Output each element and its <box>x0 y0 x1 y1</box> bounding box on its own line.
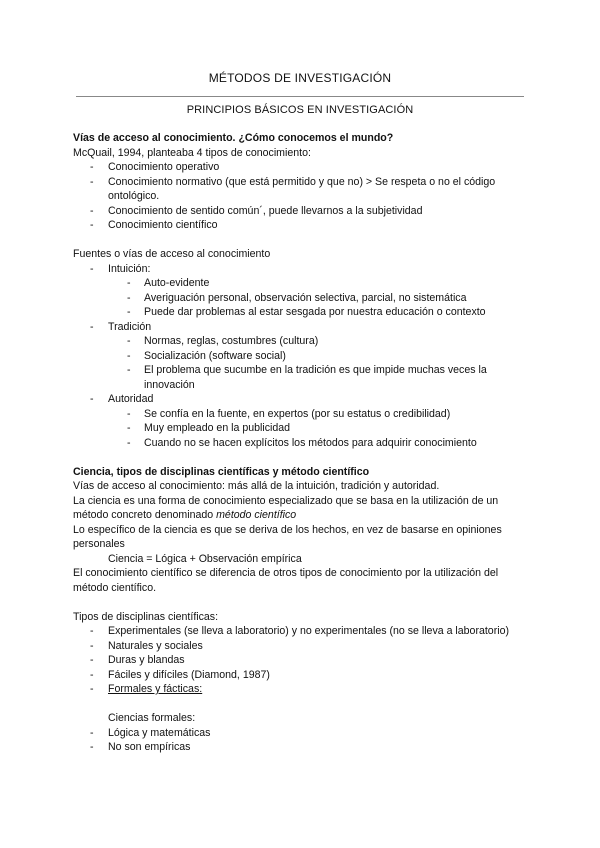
paragraph: El conocimiento científico se diferencia de otros tipos de conocimiento por la utilización del método científico. <box>73 567 499 594</box>
list-item <box>73 668 528 683</box>
bullet-dash: - <box>127 306 131 318</box>
sub-list-item <box>73 436 528 451</box>
sub-list-item <box>73 421 528 436</box>
bullet-dash: - <box>127 335 131 347</box>
paragraph: Tipos de disciplinas científicas: <box>73 610 219 623</box>
sub-list-item <box>73 291 528 306</box>
list-item-text: Tradición <box>108 320 152 333</box>
document-subtitle: PRINCIPIOS BÁSICOS EN INVESTIGACIÓN <box>186 104 414 116</box>
bullet-dash: - <box>90 204 94 217</box>
list-item <box>73 740 528 755</box>
bullet-dash: - <box>90 639 94 652</box>
sub-list-item <box>73 334 528 349</box>
list-item-text: Puede dar problemas al estar sesgada por nuestra educación o contexto <box>144 306 486 318</box>
list-item-text: Lógica y matemáticas <box>108 726 211 739</box>
bullet-dash: - <box>127 407 131 420</box>
title-divider <box>76 96 524 97</box>
list-item-text: Normas, reglas, costumbres (cultura) <box>144 335 319 347</box>
sub-list-item <box>73 407 528 422</box>
equation: Ciencia = Lógica + Observación empírica <box>108 552 302 565</box>
bullet-dash: - <box>90 320 94 333</box>
list-item-text: Socialización (software social) <box>144 349 286 362</box>
list-item-text: Intuición: <box>108 262 151 275</box>
bullet-dash: - <box>90 262 94 275</box>
bullet-dash: - <box>90 668 94 681</box>
emphasis-text: método científico <box>216 509 297 521</box>
list-item <box>73 682 528 697</box>
bullet-dash: - <box>90 175 94 188</box>
list-item-text: No son empíricas <box>108 741 191 753</box>
bullet-dash: - <box>90 726 94 739</box>
list-item-text: Autoridad <box>108 393 154 405</box>
list-item-text: Conocimiento operativo <box>108 161 220 173</box>
paragraph: Lo específico de la ciencia es que se deriva de los hechos, en vez de basarse en opiniones personales <box>73 523 502 550</box>
bullet-dash: - <box>127 277 131 289</box>
list-item-text: Duras y blandas <box>108 654 185 666</box>
spacer <box>73 233 528 248</box>
list-item-text: Conocimiento de sentido común´, puede llevarnos a la subjetividad <box>108 204 423 217</box>
list-item-text: Conocimiento científico <box>108 219 218 231</box>
spacer <box>73 450 528 465</box>
list-item <box>73 624 528 639</box>
paragraph-text: La ciencia es una forma de conocimiento especializado que se basa en la utilización de un método concreto denominado <box>73 494 499 521</box>
paragraph: Fuentes o vías de acceso al conocimiento <box>73 248 271 260</box>
list-item <box>73 726 528 741</box>
list-item <box>73 160 528 175</box>
list-item-text: Naturales y sociales <box>108 639 203 652</box>
bullet-dash: - <box>127 422 131 434</box>
list-item-text: Experimentales (se lleva a laboratorio) y no experimentales (no se lleva a laboratorio) <box>108 625 509 637</box>
list-item <box>73 218 528 233</box>
bullet-dash: - <box>127 436 131 449</box>
sub-list-item <box>73 305 528 320</box>
spacer <box>73 595 528 610</box>
list-item-text: Muy empleado en la publicidad <box>144 422 291 434</box>
list-item-text: Conocimiento normativo (que está permitido y que no) > Se respeta o no el código ontológico. <box>108 175 496 202</box>
list-item-text: El problema que sucumbe en la tradición es que impide muchas veces la innovación <box>144 364 487 391</box>
bullet-dash: - <box>90 741 94 753</box>
bullet-dash: - <box>127 349 131 362</box>
sub-list-item <box>73 276 528 291</box>
list-item <box>73 175 528 204</box>
sub-list-item <box>73 349 528 364</box>
document-body <box>73 131 528 755</box>
sub-list-item <box>73 363 528 392</box>
bullet-dash: - <box>90 161 94 173</box>
list-item <box>73 262 528 277</box>
list-item-text: Cuando no se hacen explícitos los métodos para adquirir conocimiento <box>144 436 477 449</box>
list-item <box>73 320 528 335</box>
list-item-text: Averiguación personal, observación selectiva, parcial, no sistemática <box>144 291 467 304</box>
list-item <box>73 204 528 219</box>
list-item <box>73 653 528 668</box>
list-item <box>73 639 528 654</box>
underlined-item-text: Formales y fácticas: <box>108 683 203 695</box>
document-title: MÉTODOS DE INVESTIGACIÓN <box>208 71 392 85</box>
bullet-dash: - <box>90 683 94 695</box>
list-item-text: Auto-evidente <box>144 277 210 289</box>
section-heading: Vías de acceso al conocimiento. ¿Cómo conocemos el mundo? <box>73 132 394 144</box>
bullet-dash: - <box>90 393 94 405</box>
paragraph: McQuail, 1994, planteaba 4 tipos de conocimiento: <box>73 146 311 159</box>
bullet-dash: - <box>90 625 94 637</box>
list-item-text: Fáciles y difíciles (Diamond, 1987) <box>108 668 270 681</box>
paragraph <box>73 494 528 523</box>
list-item <box>73 392 528 407</box>
bullet-dash: - <box>90 654 94 666</box>
section-heading: Ciencia, tipos de disciplinas científicas y método científico <box>73 465 370 478</box>
list-item-text: Se confía en la fuente, en expertos (por su estatus o credibilidad) <box>144 407 451 420</box>
paragraph: Vías de acceso al conocimiento: más allá de la intuición, tradición y autoridad. <box>73 480 440 492</box>
spacer <box>73 697 528 712</box>
bullet-dash: - <box>127 291 131 304</box>
bullet-dash: - <box>127 364 131 376</box>
subheading: Ciencias formales: <box>108 712 196 724</box>
bullet-dash: - <box>90 219 94 231</box>
